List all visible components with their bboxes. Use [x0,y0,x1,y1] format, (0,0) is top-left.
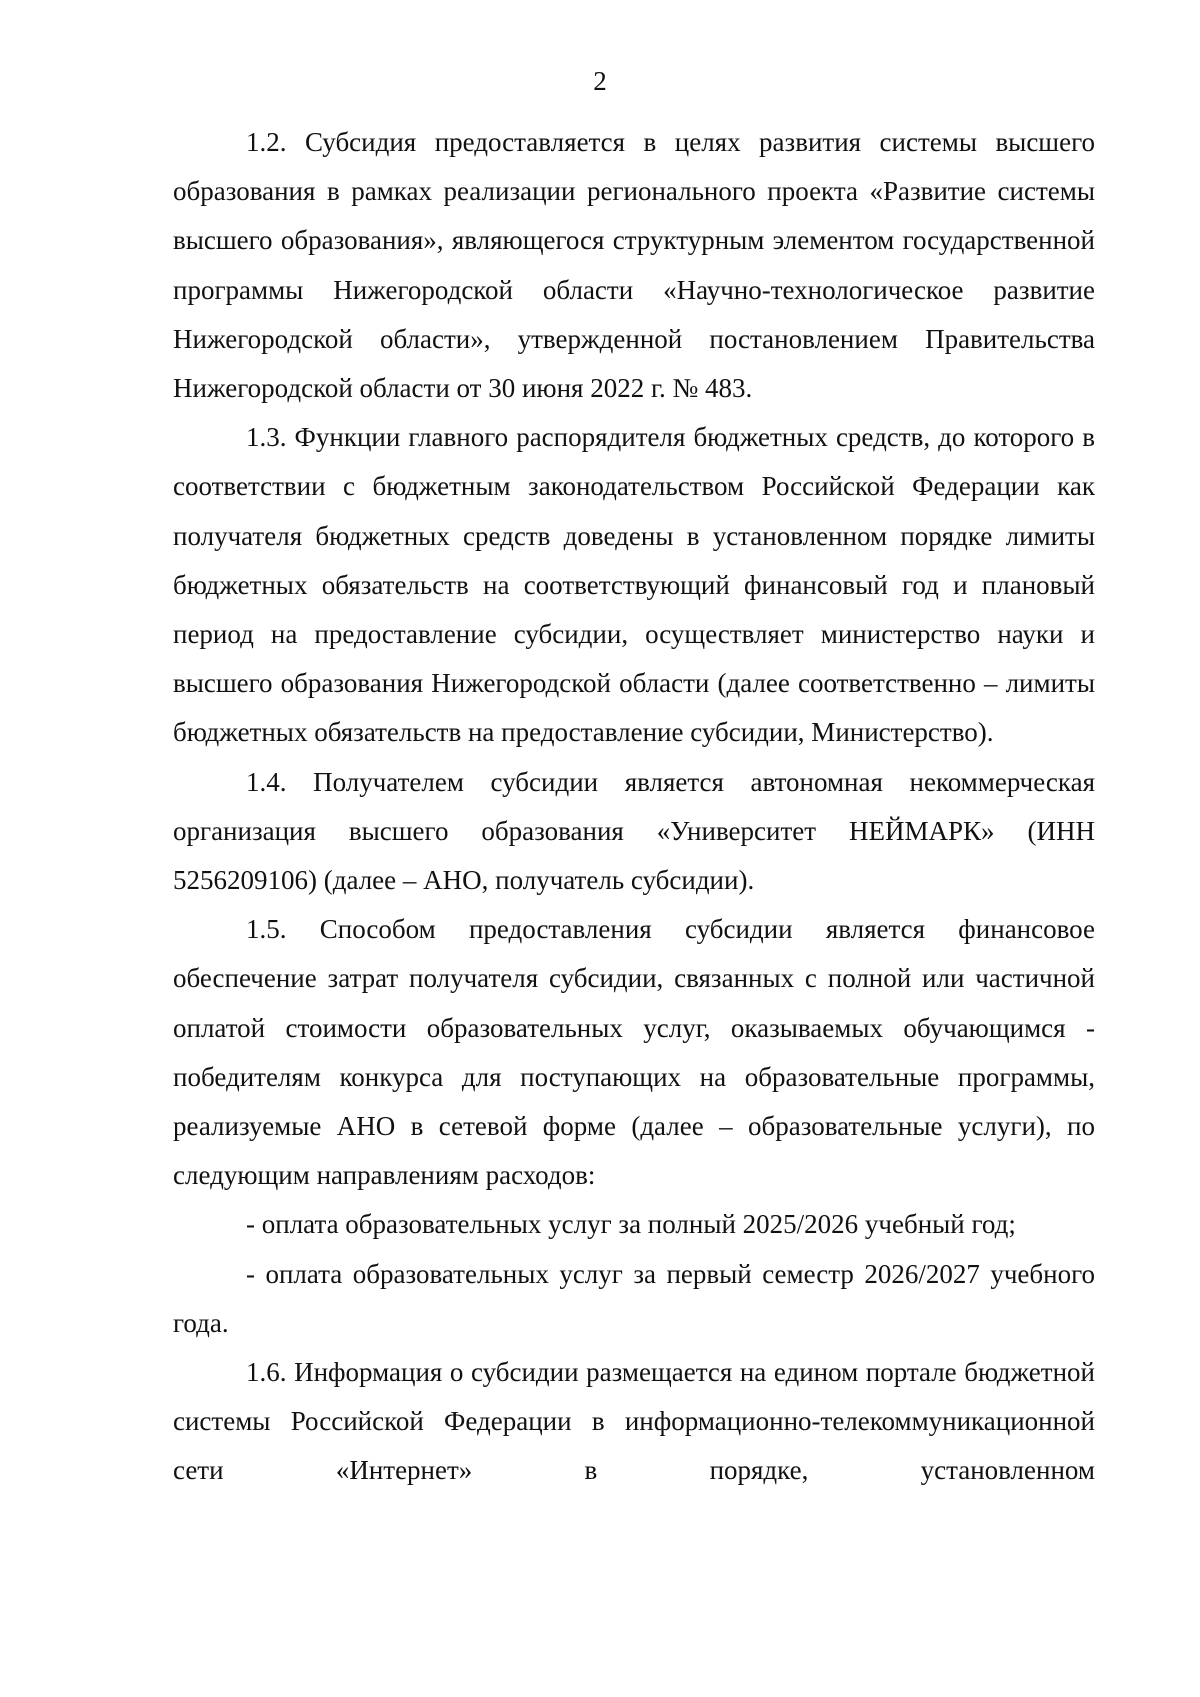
list-item-expense-2: - оплата образовательных услуг за первый семестр 2026/2027 учебного года. [173,1258,1095,1338]
paragraph-1-5: 1.5. Способом предоставления субсидии является финансовое обеспечение затрат получателя субсидии, связанных с полной или частичной оплатой стоимости образовательных услуг, оказываемых обучающимся - победителям конкурса для поступающих на образовательные программы, реализуемые АНО в сетевой форме (далее – образовательные услуги), по следующим направлениям расходов: [173,914,1095,1191]
paragraph-1-6: 1.6. Информация о субсидии размещается на едином портале бюджетной системы Российской Федерации в информационно-телекоммуникационной сети «Интернет» в порядке, установленном [173,1357,1095,1486]
paragraph-1-4: 1.4. Получателем субсидии является автономная некоммерческая организация высшего образования «Университет НЕЙМАРК» (ИНН 5256209106) (далее – АНО, получатель субсидии). [173,766,1095,896]
list-item-expense-1: - оплата образовательных услуг за полный 2025/2026 учебный год; [246,1209,1016,1240]
paragraph-1-2: 1.2. Субсидия предоставляется в целях развития системы высшего образования в рамках реализации регионального проекта «Развитие системы высшего образования», являющегося структурным элементом государственной программы Нижегородской области «Научно-технологическое развитие Нижегородской области», утвержденной постановлением Правительства Нижегородской области от 30 июня 2022 г. № 483. [173,127,1095,404]
paragraph-1-3: 1.3. Функции главного распорядителя бюджетных средств, до которого в соответствии с бюджетным законодательством Российской Федерации как получателя бюджетных средств доведены в установленном порядке лимиты бюджетных обязательств на соответствующий финансовый год и плановый период на предоставление субсидии, осуществляет министерство науки и высшего образования Нижегородской области (далее соответственно – лимиты бюджетных обязательств на предоставление субсидии, Министерство). [173,422,1095,748]
page-number: 2 [593,66,607,96]
document-body [173,118,1095,1496]
